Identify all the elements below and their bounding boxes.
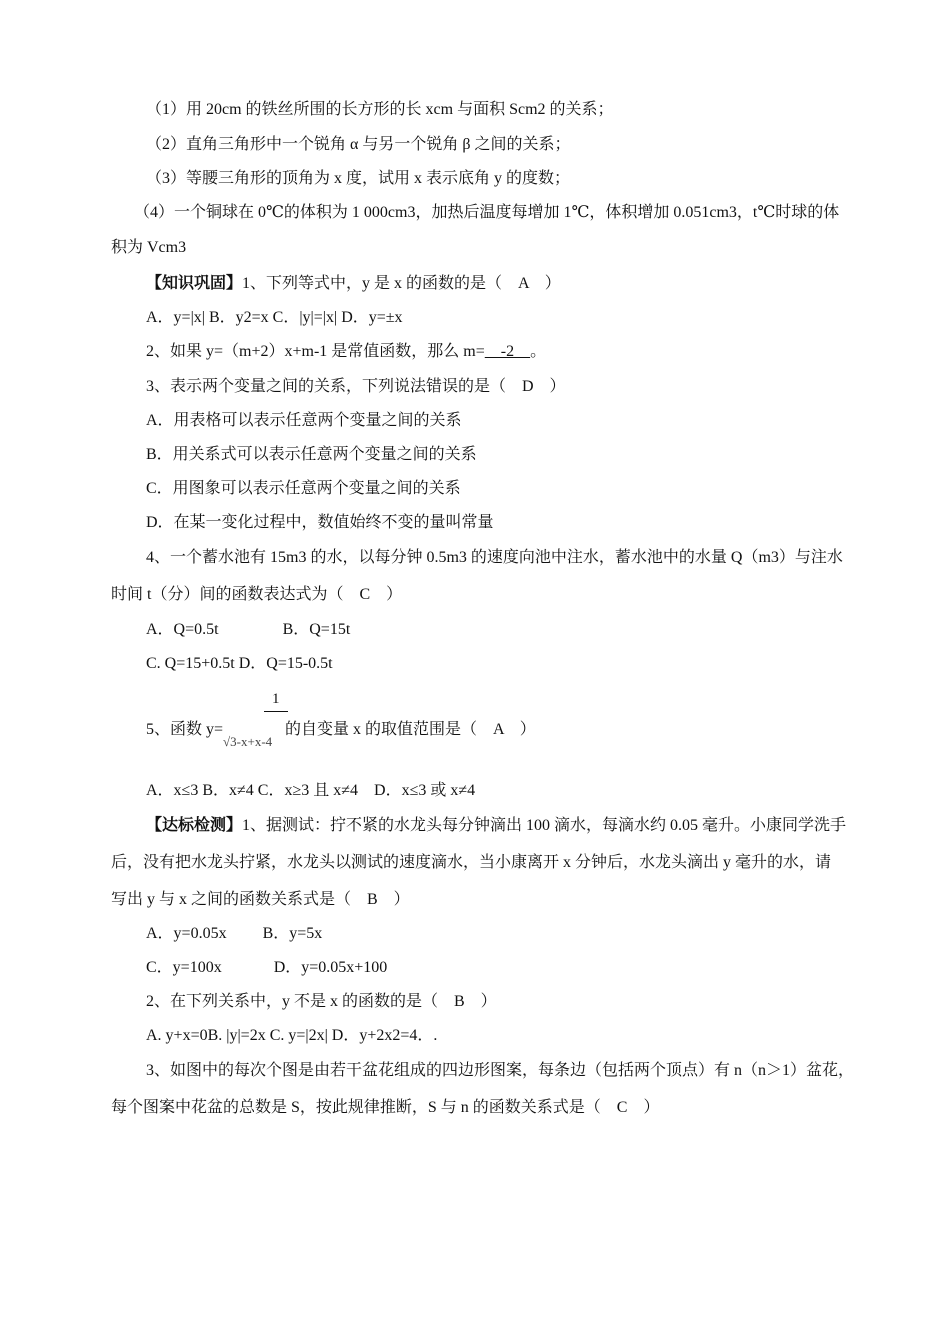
- kc-q5: [146, 718, 536, 749]
- kc-q3-option-d: D．在某一变化过程中，数值始终不变的量叫常量: [146, 514, 494, 531]
- kc-q5-text-end: 的自变量 x 的取值范围是（ A ）: [285, 721, 536, 738]
- kc-q4-options-cd: C. Q=15+0.5t D．Q=15-0.5t: [146, 655, 333, 672]
- kc-q2-text: 2、如果 y=（m+2）x+m-1 是常值函数，那么 m=: [146, 343, 485, 360]
- question-2: （2）直角三角形中一个锐角 α 与另一个锐角 β 之间的关系；: [146, 136, 571, 153]
- kc-q2-end: 。: [530, 343, 547, 360]
- question-3: （3）等腰三角形的顶角为 x 度，试用 x 表示底角 y 的度数；: [146, 170, 571, 187]
- st-q1-text-1: 1、据测试：拧不紧的水龙头每分钟滴出 100 滴水，每滴水约 0.05 毫升。小康同学洗手: [242, 817, 847, 834]
- st-q2-options: A. y+x=0B. |y|=2x C. y=|2x| D．y+2x2=4．.: [146, 1027, 438, 1044]
- kc-q5-options: A．x≤3 B．x≠4 C．x≥3 且 x≠4 D．x≤3 或 x≠4: [146, 782, 476, 799]
- st-q1-options-cd: C．y=100x D．y=0.05x+100: [146, 959, 388, 976]
- kc-q3-option-b: B．用关系式可以表示任意两个变量之间的关系: [146, 446, 477, 463]
- kc-q1-text: 1、下列等式中，y 是 x 的函数的是（ A ）: [242, 275, 561, 292]
- st-q2: 2、在下列关系中，y 不是 x 的函数的是（ B ）: [146, 993, 497, 1010]
- kc-q3: 3、表示两个变量之间的关系，下列说法错误的是（ D ）: [146, 378, 566, 395]
- fraction-bar: [264, 711, 288, 712]
- st-q3-line-1: 3、如图中的每次个图是由若干盆花组成的四边形图案，每条边（包括两个顶点）有 n（n＞1）盆花，: [146, 1062, 855, 1079]
- question-1: （1）用 20cm 的铁丝所围的长方形的长 xcm 与面积 Scm2 的关系；: [146, 101, 614, 118]
- formula-denominator: √3-x+x-4: [223, 734, 273, 749]
- kc-q1-options: A．y=|x| B．y2=x C．|y|=|x| D．y=±x: [146, 309, 403, 326]
- kc-q2-answer-blank: -2: [484, 343, 531, 360]
- kc-q4-line-2: 时间 t（分）间的函数表达式为（ C ）: [111, 586, 403, 603]
- st-q1-options-ab: A．y=0.05x B．y=5x: [146, 925, 323, 942]
- formula-numerator: 1: [272, 691, 280, 707]
- knowledge-consolidation-q1: [146, 272, 561, 296]
- kc-q2: [146, 340, 546, 364]
- kc-q3-option-a: A．用表格可以表示任意两个变量之间的关系: [146, 412, 462, 429]
- standard-test-q1-line-1: [146, 814, 846, 838]
- st-q1-line-3: 写出 y 与 x 之间的函数关系式是（ B ）: [111, 891, 410, 908]
- kc-q4-options-ab: A．Q=0.5t B．Q=15t: [146, 621, 351, 638]
- section-label-knowledge: 【知识巩固】: [146, 275, 243, 292]
- st-q3-line-2: 每个图案中花盆的总数是 S，按此规律推断，S 与 n 的函数关系式是（ C ）: [111, 1099, 660, 1116]
- question-4-line-2: 积为 Vcm3: [111, 239, 187, 256]
- section-label-test: 【达标检测】: [146, 817, 243, 834]
- kc-q3-option-c: C．用图象可以表示任意两个变量之间的关系: [146, 480, 461, 497]
- kc-q4-line-1: 4、一个蓄水池有 15m3 的水，以每分钟 0.5m3 的速度向池中注水，蓄水池中的水量 Q（m3）与注水: [146, 549, 843, 566]
- kc-q5-text: 5、函数 y=: [146, 721, 224, 738]
- st-q1-line-2: 后，没有把水龙头拧紧，水龙头以测试的速度滴水，当小康离开 x 分钟后，水龙头滴出 y 毫升的水，请: [111, 854, 832, 871]
- question-4-line-1: （4）一个铜球在 0℃的体积为 1 000cm3，加热后温度每增加 1℃，体积增加 0.051cm3，t℃时球的体: [134, 204, 840, 221]
